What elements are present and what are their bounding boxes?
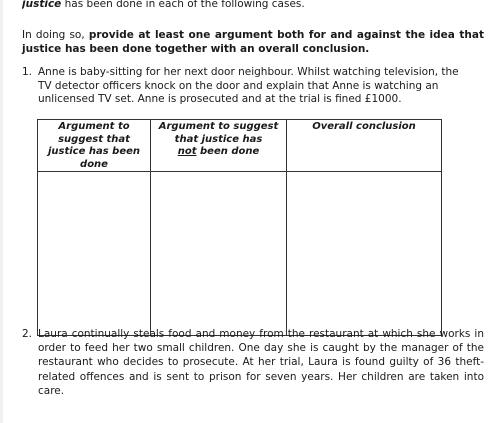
table-header-row (38, 120, 442, 172)
header-not-underlined: not (177, 146, 197, 157)
question-1-number: 1. (22, 66, 33, 78)
answer-table (37, 119, 442, 336)
header-justice-done (38, 120, 151, 172)
instructions-prefix: In doing so, (22, 29, 89, 41)
header-justice-not-done (151, 120, 287, 172)
answer-cell-justice-not-done[interactable] (151, 172, 287, 336)
justice-emphasis: justice (22, 0, 62, 10)
header-overall-conclusion (287, 120, 442, 172)
answer-cell-justice-done[interactable] (38, 172, 151, 336)
instructions-paragraph (22, 29, 484, 56)
question-1-line: unlicensed TV set. Anne is prosecuted and at the trial is fined £1000. (38, 93, 402, 105)
instructions-bold: provide at least one argument both for and against the idea that justice has been done together with an overall conclusion. (22, 29, 484, 55)
header-overall-conclusion-text: Overall conclusion (312, 121, 416, 132)
question-1-line: TV detector officers knock on the door and explain that Anne is watching an (38, 79, 439, 92)
question-2-number: 2. (22, 328, 33, 340)
intro-continuation (22, 0, 492, 11)
question-1-text (38, 66, 484, 107)
table-answer-row (38, 172, 442, 336)
header-justice-not-done-text: Argument to suggest that justice has (158, 121, 279, 145)
answer-cell-overall-conclusion[interactable] (287, 172, 442, 336)
question-2 (22, 327, 484, 398)
header-been-done-text: been done (196, 146, 260, 157)
header-justice-done-text: Argument to suggest that justice has been done (47, 121, 141, 170)
page-edge (0, 0, 3, 423)
question-2-text: Laura continually steals food and money from the restaurant at which she works in order to feed her two small children. One day she is caught by the manager of the restaurant who decides to prosecute. At her trial, Laura is found guilty of 36 theft-related offences and is sent to prison for seven years. Her children are taken into care. (38, 328, 484, 397)
question-1 (22, 66, 484, 107)
question-1-line: Anne is baby-sitting for her next door neighbour. Whilst watching television, the (38, 66, 459, 78)
intro-rest: has been done in each of the following cases. (61, 0, 305, 10)
